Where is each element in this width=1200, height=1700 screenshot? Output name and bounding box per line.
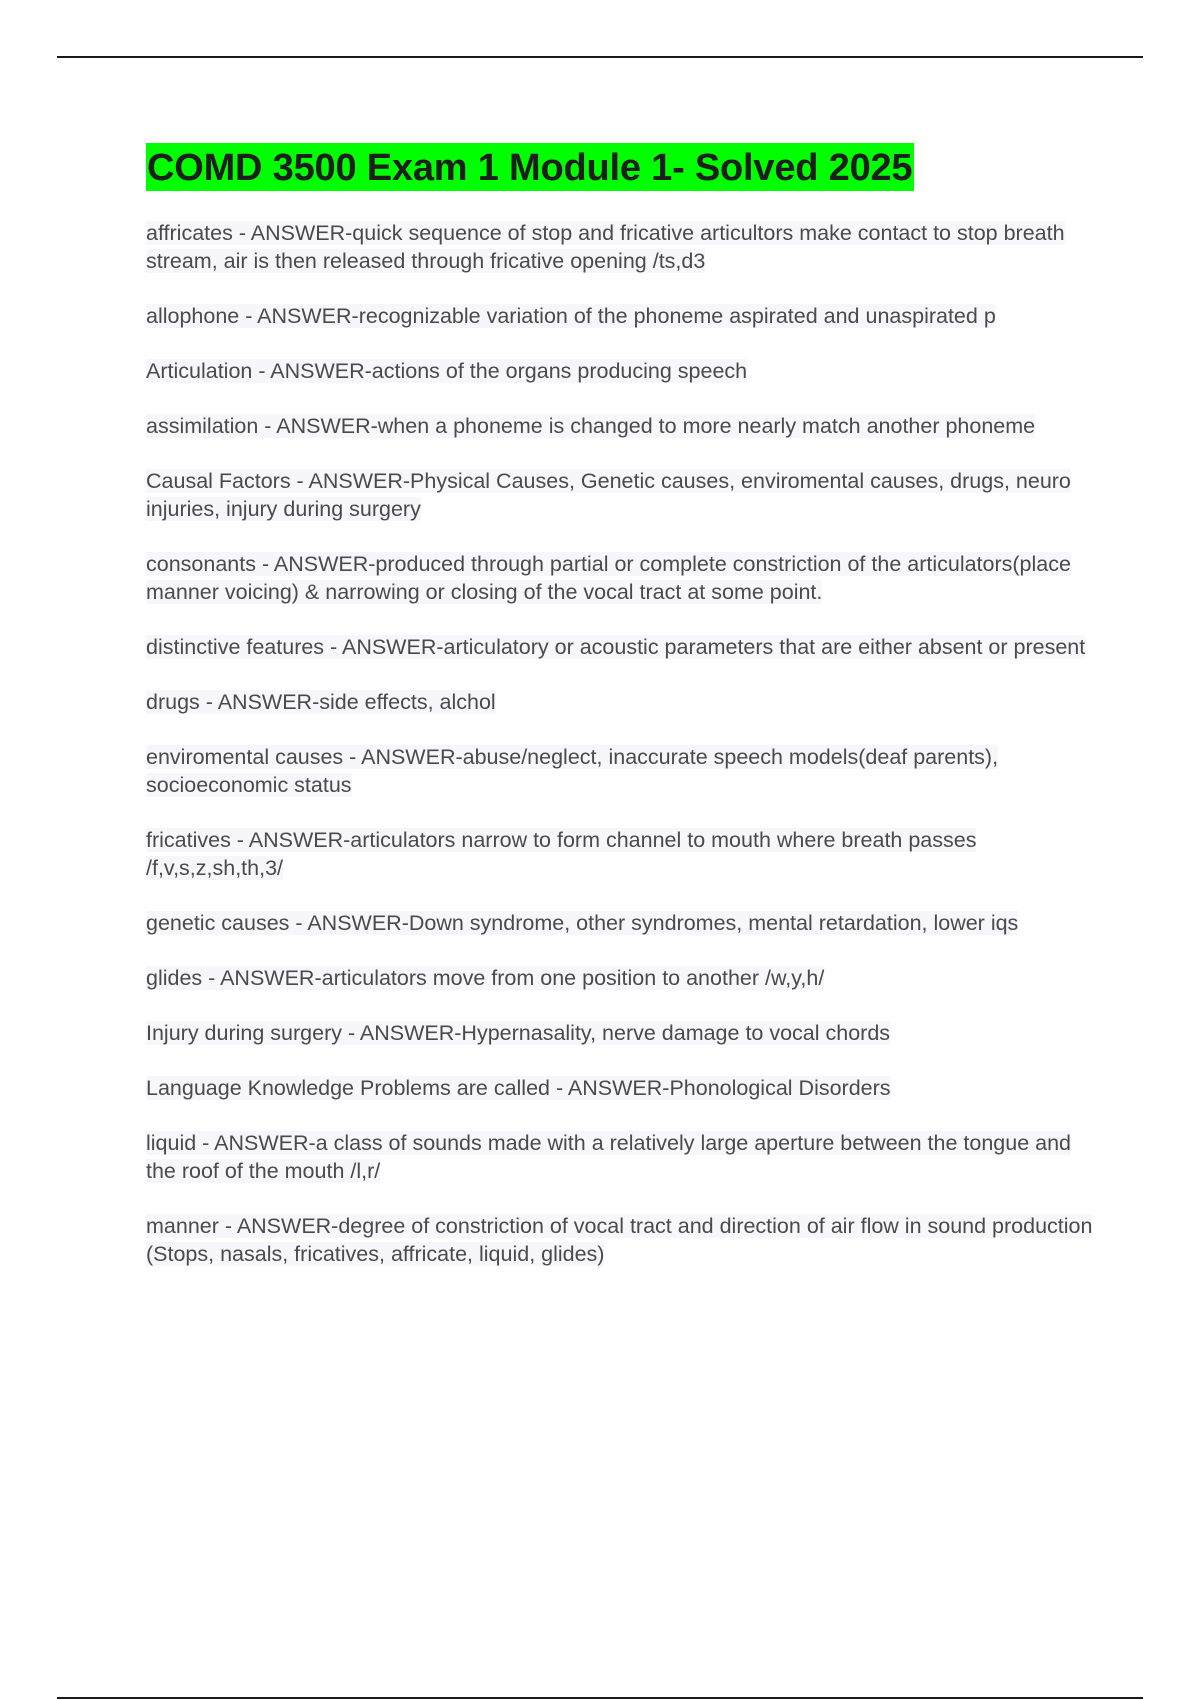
qa-entry-text: allophone - ANSWER-recognizable variation of the phoneme aspirated and unaspirated p — [146, 304, 996, 328]
qa-entry — [146, 1074, 1096, 1102]
qa-entry — [146, 688, 1096, 716]
qa-entry — [146, 412, 1096, 440]
top-rule — [57, 56, 1143, 58]
qa-entry-text: Articulation - ANSWER-actions of the organs producing speech — [146, 359, 748, 383]
qa-entry — [146, 826, 1096, 882]
qa-entry-text: genetic causes - ANSWER-Down syndrome, other syndromes, mental retardation, lower iqs — [146, 911, 1019, 935]
qa-entry-text: Language Knowledge Problems are called - ANSWER-Phonological Disorders — [146, 1076, 891, 1100]
qa-entry-text: Injury during surgery - ANSWER-Hypernasality, nerve damage to vocal chords — [146, 1021, 891, 1045]
qa-entry — [146, 219, 1096, 275]
qa-entry — [146, 467, 1096, 523]
qa-entry — [146, 357, 1096, 385]
bottom-rule — [57, 1697, 1143, 1699]
qa-entry — [146, 964, 1096, 992]
qa-entry-text: liquid - ANSWER-a class of sounds made with a relatively large aperture between the tongue and the roof of the mouth /l,r/ — [146, 1131, 1072, 1183]
qa-entry-text: distinctive features - ANSWER-articulatory or acoustic parameters that are either absent or present — [146, 635, 1086, 659]
qa-list — [146, 219, 1096, 1268]
qa-entry-text: affricates - ANSWER-quick sequence of stop and fricative articultors make contact to stop breath stream, air is then released through fricative opening /ts,d3 — [146, 221, 1065, 273]
qa-entry — [146, 302, 1096, 330]
qa-entry — [146, 550, 1096, 606]
qa-entry — [146, 743, 1096, 799]
qa-entry-text: fricatives - ANSWER-articulators narrow to form channel to mouth where breath passes /f,v,s,z,sh,th,3/ — [146, 828, 977, 880]
document-title: COMD 3500 Exam 1 Module 1- Solved 2025 — [146, 143, 914, 191]
qa-entry — [146, 633, 1096, 661]
qa-entry — [146, 1019, 1096, 1047]
qa-entry-text: drugs - ANSWER-side effects, alchol — [146, 690, 496, 714]
qa-entry-text: glides - ANSWER-articulators move from one position to another /w,y,h/ — [146, 966, 825, 990]
qa-entry-text: Causal Factors - ANSWER-Physical Causes, Genetic causes, enviromental causes, drugs, neuro injuries, injury during surgery — [146, 469, 1071, 521]
qa-entry-text: manner - ANSWER-degree of constriction of vocal tract and direction of air flow in sound production (Stops, nasals, fricatives, affricate, liquid, glides) — [146, 1214, 1093, 1266]
qa-entry — [146, 909, 1096, 937]
qa-entry-text: consonants - ANSWER-produced through partial or complete constriction of the articulators(place manner voicing) & narrowing or closing of the vocal tract at some point. — [146, 552, 1071, 604]
document-body — [146, 143, 1096, 1295]
qa-entry — [146, 1129, 1096, 1185]
qa-entry-text: enviromental causes - ANSWER-abuse/neglect, inaccurate speech models(deaf parents), socioeconomic status — [146, 745, 999, 797]
qa-entry — [146, 1212, 1096, 1268]
qa-entry-text: assimilation - ANSWER-when a phoneme is changed to more nearly match another phoneme — [146, 414, 1036, 438]
